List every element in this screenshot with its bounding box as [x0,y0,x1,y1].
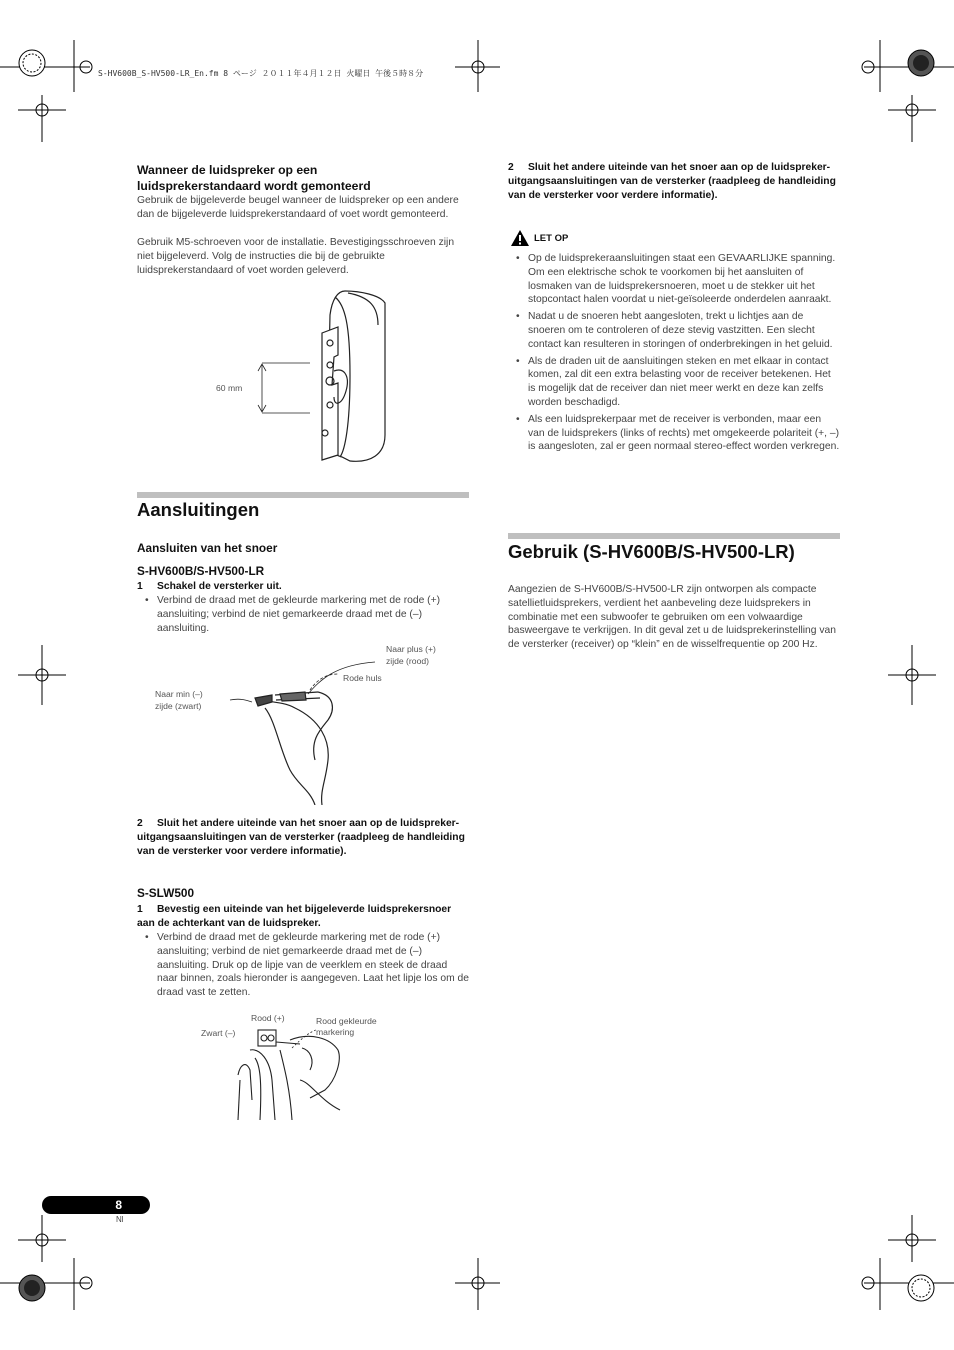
step-1-switch-off [137,580,469,594]
label-red-marking: Rood gekleurde [316,1016,377,1026]
step-2-connect [137,817,469,859]
label-red-sleeve: Rode huls [343,673,382,683]
step-number: 1 [137,904,143,915]
step-number: 2 [508,162,514,173]
section-divider-bar [137,492,469,498]
list-item: • Als een luidsprekerpaar met de receiver is verbonden, maar een van de luidsprekers (links of rechts) met omgekeerde polariteit (+, –) is aangesloten, zal er geen normaal stereo-effect worden verkregen. [508,413,840,454]
list-item: • Nadat u de snoeren hebt aangesloten, trekt u lichtjes aan de snoeren om te controleren of deze stevig vastzitten. Een slecht contact kan resulteren in storingen of onderbrekingen in het geluid. [508,310,840,351]
step-text: Schakel de versterker uit. [157,581,282,592]
page-number: 8 [115,1198,122,1212]
label-minus-side: Naar min (–) [155,689,203,699]
step-number: 1 [137,581,143,592]
language-code: Nl [116,1215,124,1224]
warning-icon [510,229,530,247]
label-red-plus: Rood (+) [251,1013,285,1023]
model-heading-slw: S-SLW500 [137,886,195,900]
label-plus-side: Naar plus (+) [386,644,436,654]
step-2-connect-right [508,161,840,203]
step-1-attach-bullets [137,931,469,1003]
label-minus-side-2: zijde (zwart) [155,701,202,711]
model-heading-hv: S-HV600B/S-HV500-LR [137,564,265,578]
page-number-tab [42,1196,150,1214]
section-heading-mounting: Wanneer de luidspreker op een luidsprekerstandaard wordt gemonteerd [137,163,371,193]
section-title-aansluitingen: Aansluitingen [137,499,260,520]
step-text: Sluit het andere uiteinde van het snoer aan op de luidspreker-uitgangsaansluitingen van de versterker (raadpleeg de handleiding van de versterker voor verdere informatie). [137,818,465,857]
list-item: • Als de draden uit de aansluitingen steken en met elkaar in contact komen, zal dit een extra belasting voor de receiver betekenen. Het is mogelijk dat de receiver dan niet meer werkt en deze kan zelfs worden beschadigd. [508,355,840,410]
bracket-figure [250,285,390,465]
section-title-gebruik: Gebruik (S-HV600B/S-HV500-LR) [508,541,795,562]
gebruik-paragraph: Aangezien de S-HV600B/S-HV500-LR zijn ontworpen als compacte satellietluidsprekers, verdient het aanbeveling deze luidsprekers in combinatie met een subwoofer te gebruiken om een volwaardige basweergave te verkrijgen. In dit geval zet u de luidsprekerinstelling van de versterker (receiver) op “klein” en de wisselfrequentie op 200 Hz. [508,584,836,651]
mounting-paragraph-2: Gebruik M5-schroeven voor de installatie. Bevestigingsschroeven zijn niet bijgeleverd. Volg de instructies die bij de gebruikte luidsprekerstandaard of voet worden geleverd. [137,237,455,276]
list-item: • Op de luidsprekeraansluitingen staat een GEVAARLIJKE spanning. Om een elektrische schok te voorkomen bij het aansluiten of losmaken van de luidsprekersnoeren, moet u de stekker uit het stopcontact halen voordat u niet-geïsoleerde onderdelen aanraakt. [508,252,840,307]
step-1-attach [137,903,469,931]
section-divider-bar [508,533,840,539]
subheading-cable: Aansluiten van het snoer [137,541,278,555]
mounting-paragraph-1: Gebruik de bijgeleverde beugel wanneer de luidspreker op een andere dan de bijgeleverde luidsprekerstandaard of voet wordt gemonteerd. [137,195,459,220]
label-black-minus: Zwart (–) [201,1028,236,1038]
label-plus-side-2: zijde (rood) [386,656,429,666]
step-text: Bevestig een uiteinde van het bijgeleverde luidsprekersnoer aan de achterkant van de luidspreker. [137,904,452,929]
file-header: S-HV600B_S-HV500-LR_En.fm 8 ページ ２０１１年４月１２日 火曜日 午後５時８分 [98,69,424,78]
step-number: 2 [137,818,143,829]
step-1-bullets [137,594,469,638]
step-text: Sluit het andere uiteinde van het snoer aan op de luidspreker-uitgangsaansluitingen van de versterker (raadpleeg de handleiding van de versterker voor verdere informatie). [508,162,836,201]
dimension-label: 60 mm [216,383,243,393]
list-item: • Verbind de draad met de gekleurde markering met de rode (+) aansluiting; verbind de niet gemarkeerde draad met de (–) aansluiting. [137,594,469,635]
label-red-marking-2: markering [316,1027,355,1037]
caution-list [508,252,840,457]
list-item: • Verbind de draad met de gekleurde markering met de rode (+) aansluiting; verbind de niet gemarkeerde draad met de (–) aansluiting. Druk op de lipje van de veerklem en steek de draad naar binnen, zoals hieronder is aangegeven. Laat het lipje los om de draad vast te zetten. [137,931,469,1000]
caution-title: LET OP [534,233,569,244]
